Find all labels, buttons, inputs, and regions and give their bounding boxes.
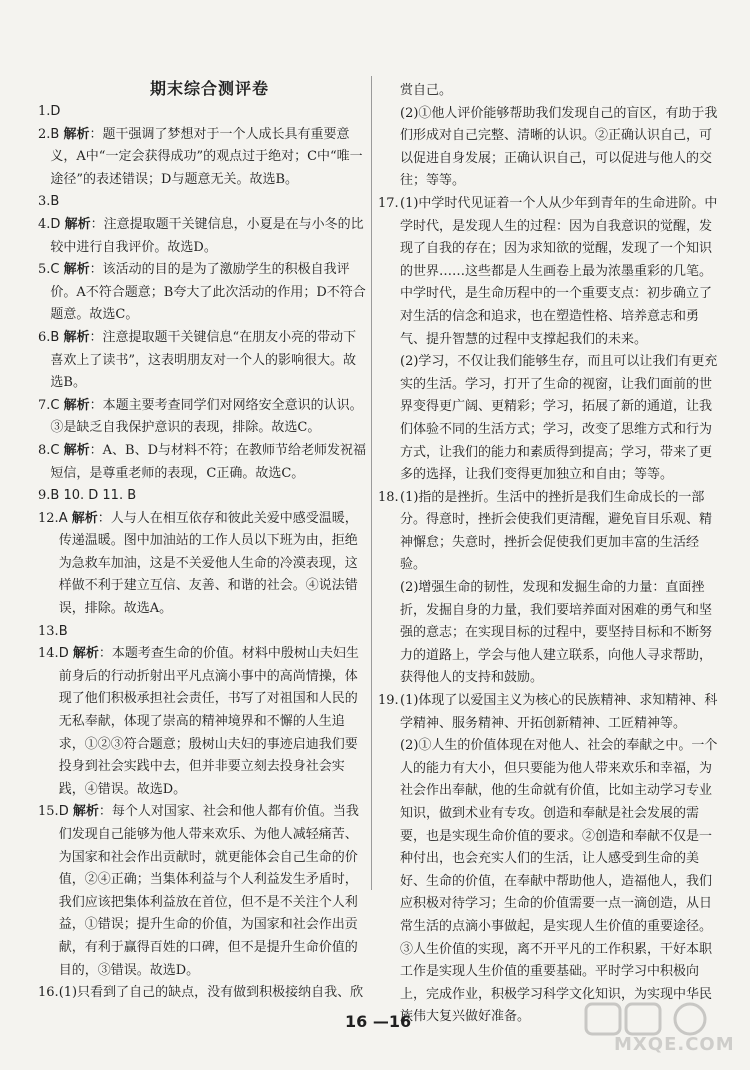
answer-choice: B bbox=[50, 329, 60, 345]
watermark-text: MXQE.COM bbox=[614, 1034, 735, 1055]
question-body bbox=[50, 124, 368, 192]
answer-choice: B 10. D 11. B bbox=[50, 488, 137, 504]
answer-choice: D bbox=[58, 646, 69, 662]
analysis-text: ：该活动的目的是为了激励学生的积极自我评价。A不符合题意；B夸大了此次活动的作用；D不符合题意。故选C。 bbox=[50, 262, 366, 323]
analysis-text: ：注意提取题干关键信息，小夏是在与小冬的比较中进行自我评价。故选D。 bbox=[50, 216, 364, 255]
question-number: 7. bbox=[38, 397, 51, 413]
answer-choice: D bbox=[58, 804, 69, 820]
analysis-label: 解析 bbox=[72, 646, 99, 662]
question-body bbox=[59, 982, 368, 1005]
answer-paragraph: (2)增强生命的韧性，发现和发掘生命的力量：直面挫折，发掘自身的力量，我们要培养面对困难的勇气和坚强的意志；在实现目标的过程中，要坚持目标和不断努力的道路上，学会与他人建立联系，向他人寻求帮助，获得他人的支持和鼓励。 bbox=[400, 580, 713, 686]
answer-paragraph: (1)指的是挫折。生活中的挫折是我们生命成长的一部分。得意时，挫折会使我们更清醒，避免盲目乐观、精神懈怠；失意时，挫折会促使我们更加丰富的生活经验。 bbox=[400, 489, 713, 573]
question-body bbox=[50, 485, 368, 508]
analysis-text: (1)只看到了自己的缺点，没有做到积极接纳自我、欣 bbox=[58, 985, 364, 1001]
question-number: 17. bbox=[378, 195, 399, 211]
right-column bbox=[378, 80, 718, 1029]
answer-paragraph: (2)①他人评价能够帮助我们发现自己的盲区，有助于我们形成对自己完整、清晰的认识。②正确认识自己，可以促进自身发展；正确认识自己，可以促进与他人的交往；等等。 bbox=[400, 105, 718, 189]
question-body bbox=[400, 193, 718, 487]
question-item bbox=[38, 982, 368, 1005]
answer-choice: D bbox=[50, 104, 61, 119]
left-column bbox=[38, 101, 368, 1005]
analysis-label: 解析 bbox=[64, 216, 91, 232]
question-number: 14. bbox=[38, 646, 59, 662]
analysis-label: 解析 bbox=[63, 126, 90, 142]
question-item bbox=[38, 801, 368, 982]
question-item bbox=[38, 214, 368, 259]
question-body bbox=[59, 801, 368, 982]
question-item bbox=[38, 191, 368, 214]
page-title: 期末综合测评卷 bbox=[150, 79, 270, 98]
analysis-text: ：注意提取题干关键信息“在朋友小亮的带动下喜欢上了读书”，这表明朋友对一个人的影响很大。故选B。 bbox=[50, 329, 357, 391]
question-number bbox=[378, 80, 400, 193]
question-item bbox=[38, 508, 368, 621]
question-body bbox=[50, 327, 368, 395]
page-number: 16 —16 bbox=[345, 1012, 412, 1031]
answer-paragraph: (1)中学时代见证着一个人从少年到青年的生命进阶。中学时代，是发现人生的过程：因为自我意识的觉醒，发现了自我的存在；因为求知欲的觉醒，发现了一个知识的世界……这些都是人生画卷上最为浓墨重彩的几笔。中学时代，是生命历程中的一个重要支点：初步确立了对生活的信念和追求，也在塑造性格、培养意志和勇气、提升智慧的过程中支撑起我们的未来。 bbox=[400, 195, 718, 347]
question-body bbox=[50, 395, 368, 440]
question-number: 6. bbox=[38, 329, 51, 345]
question-number: 2. bbox=[38, 126, 51, 142]
question-number: 5. bbox=[38, 262, 51, 278]
analysis-label: 解析 bbox=[71, 510, 98, 526]
question-number: 15. bbox=[38, 804, 59, 820]
answer-paragraph: (2)①人生的价值体现在对他人、社会的奉献之中。一个人的能力有大小，但只要能为他人带来欢乐和幸福，为社会作出奉献，他的生命就有价值，比如主动学习专业知识，做到术业有专攻。创造和奉献是社会发展的需要，也是实现生命价值的要求。②创造和奉献不仅是一种付出，也会充实人们的生活，让人感受到生命的美好、生命的价值，在奉献中帮助他人，造福他人，我们应积极对待学习；生命的价值需要一点一滴创造，从日常生活的点滴小事做起，是实现人生价值的重要途径。③人生价值的实现，离不开平凡的工作积累，干好本职工作是实现人生价值的重要基础。平时学习中积极向上，完成作业，积极学习科学文化知识，为实现中华民族伟大复兴做好准备。 bbox=[400, 738, 718, 1025]
analysis-text: ：A、B、D与材料不符；在教师节给老师发祝福短信，是尊重老师的表现，C正确。故选C。 bbox=[50, 442, 367, 481]
answer-paragraph: (2)学习，不仅让我们能够生存，而且可以让我们有更充实的生活。学习，打开了生命的视窗，让我们面前的世界变得更广阔、更精彩；学习，拓展了新的通道，让我们体验不同的生活方式；学习，改变了思维方式和行为方式，让我们的能力和素质得到提高；学习，带来了更多的选择，让我们变得更加独立和自由；等等。 bbox=[400, 354, 718, 483]
question-item bbox=[378, 690, 718, 1029]
question-item bbox=[38, 395, 368, 440]
question-body bbox=[59, 621, 368, 644]
watermark-logo bbox=[582, 1000, 735, 1060]
question-item bbox=[38, 621, 368, 644]
question-item bbox=[38, 643, 368, 801]
question-body bbox=[400, 690, 718, 1029]
question-item bbox=[378, 193, 718, 487]
analysis-text: ：本题主要考查同学们对网络安全意识的认识。③是缺乏自我保护意识的表现，排除。故选C。 bbox=[50, 397, 363, 436]
answer-choice: B bbox=[50, 194, 60, 210]
question-item bbox=[378, 80, 718, 193]
question-number: 8. bbox=[38, 442, 51, 458]
analysis-label: 解析 bbox=[72, 804, 99, 820]
question-body bbox=[50, 440, 368, 485]
column-divider bbox=[371, 76, 372, 890]
question-number: 18. bbox=[378, 489, 399, 505]
question-number: 16. bbox=[38, 985, 59, 1001]
question-item bbox=[38, 485, 368, 508]
answer-choice: C bbox=[50, 397, 60, 413]
answer-choice: C bbox=[50, 442, 60, 458]
question-body bbox=[400, 487, 718, 690]
question-body bbox=[50, 101, 368, 124]
analysis-label: 解析 bbox=[63, 397, 90, 413]
question-item bbox=[38, 440, 368, 485]
question-number: 13. bbox=[38, 623, 59, 639]
question-body bbox=[400, 80, 718, 193]
question-body bbox=[59, 508, 368, 621]
analysis-text: ：本题考查生命的价值。材料中殷树山夫妇生前身后的行动折射出平凡点滴小事中的高尚情操，体现了他们积极承担社会责任，书写了对祖国和人民的无私奉献，体现了崇高的精神境界和不懈的人生追求，①②③符合题意；殷树山夫妇的事迹启迪我们要投身到社会实践中去，但并非要立刻去投身社会实践，④错误。故选D。 bbox=[58, 646, 359, 797]
answer-paragraph: (1)体现了以爱国主义为核心的民族精神、求知精神、科学精神、服务精神、开拓创新精神、工匠精神等。 bbox=[400, 693, 718, 731]
question-number: 4. bbox=[38, 216, 51, 232]
question-item bbox=[38, 124, 368, 192]
question-item bbox=[38, 327, 368, 395]
question-body bbox=[50, 214, 368, 259]
question-number: 3. bbox=[38, 194, 51, 210]
question-item bbox=[38, 259, 368, 327]
analysis-label: 解析 bbox=[63, 329, 90, 345]
question-item bbox=[38, 101, 368, 124]
analysis-text: ：人与人在相互依存和彼此关爱中感受温暖，传递温暖。图中加油站的工作人员以下班为由，拒绝为急救车加油，这是不关爱他人生命的冷漠表现，这样做不利于建立互信、友善、和谐的社会。④说法错误，排除。故选A。 bbox=[58, 510, 358, 617]
question-body bbox=[50, 259, 368, 327]
question-number: 9. bbox=[38, 488, 51, 504]
analysis-text: ：每个人对国家、社会和他人都有价值。当我们发现自己能够为他人带来欢乐、为他人减轻痛苦、为国家和社会作出贡献时，就更能体会自己生命的价值，②④正确；当集体利益与个人利益发生矛盾时，我们应该把集体利益放在首位，但不是不关注个人利益，①错误；提升生命的价值，为国家和社会作出贡献，有利于赢得百姓的口碑，但不是提升生命价值的目的，③错误。故选D。 bbox=[58, 804, 359, 978]
question-number: 1. bbox=[38, 104, 51, 119]
question-body bbox=[59, 643, 368, 801]
answer-choice: C bbox=[50, 262, 60, 278]
answer-choice: A bbox=[58, 510, 68, 526]
answer-choice: B bbox=[50, 126, 60, 142]
question-number: 19. bbox=[378, 693, 399, 709]
answer-choice: B bbox=[58, 623, 68, 639]
answer-choice: D bbox=[50, 216, 61, 232]
analysis-label: 解析 bbox=[63, 262, 90, 278]
question-number: 12. bbox=[38, 510, 59, 526]
analysis-label: 解析 bbox=[63, 442, 90, 458]
question-item bbox=[378, 487, 718, 690]
question-body bbox=[50, 191, 368, 214]
analysis-text: ：题干强调了梦想对于一个人成长具有重要意义，A中“一定会获得成功”的观点过于绝对；C中“唯一途径”的表述错误；D与题意无关。故选B。 bbox=[50, 126, 363, 187]
answer-paragraph: 赏自己。 bbox=[400, 83, 453, 98]
